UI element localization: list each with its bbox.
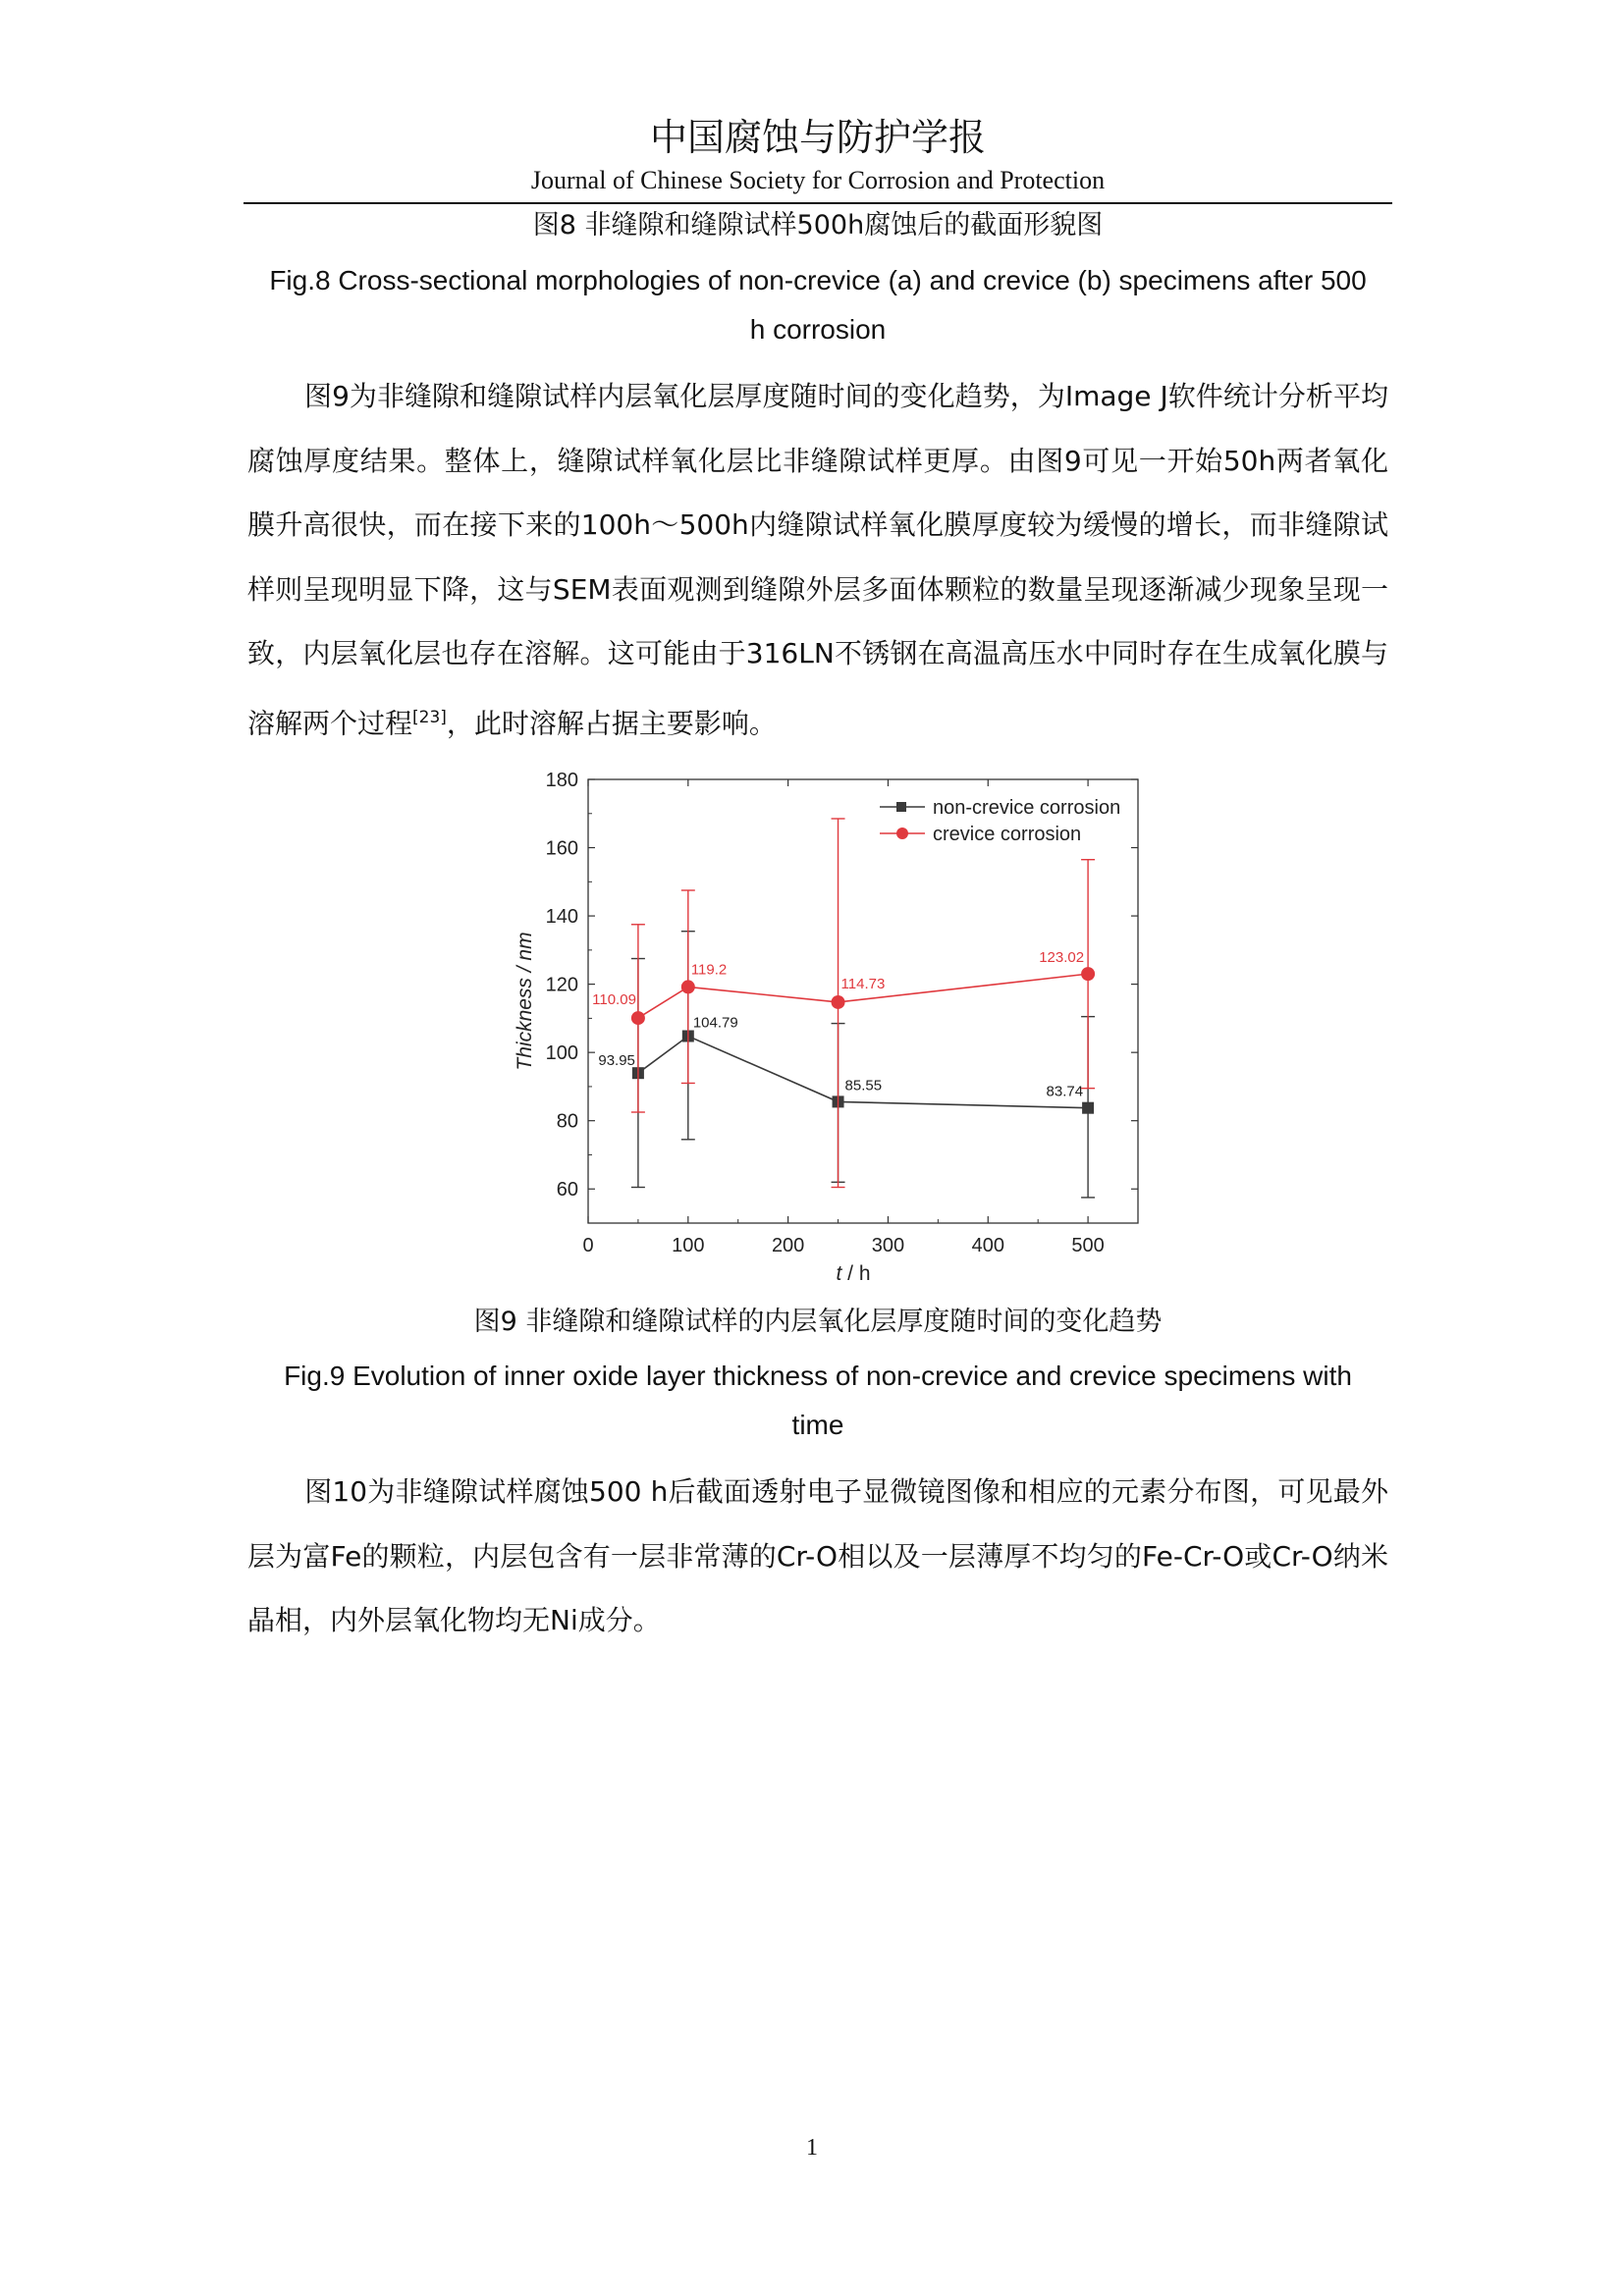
paragraph-text: 图10为非缝隙试样腐蚀500 h后截面透射电子显微镜图像和相应的元素分布图，可见最外层为富Fe的颗粒，内层包含有一层非常薄的Cr-O相以及一层薄厚不均匀的Fe-Cr-O或Cr-O纳米晶相，内外层氧化物均无Ni成分。: [247, 1475, 1388, 1636]
legend-marker: [896, 828, 908, 839]
fig9-caption-en-line2: time: [791, 1410, 844, 1440]
y-tick-label: 100: [545, 1042, 578, 1065]
data-point: [681, 980, 695, 993]
data-label: 123.02: [1039, 949, 1085, 967]
data-point: [832, 995, 845, 1009]
x-tick-label: 200: [771, 1235, 805, 1256]
paragraph-text: 图9为非缝隙和缝隙试样内层氧化层厚度随时间的变化趋势，为Image J软件统计分析平均腐蚀厚度结果。整体上，缝隙试样氧化层比非缝隙试样更厚。由图9可见一开始50h两者氧化膜升高很快，而在接下来的100h～500h内缝隙试样氧化膜厚度较为缓慢的增长，而非缝隙试样则呈现明显下降，这与SEM表面观测到缝隙外层多面体颗粒的数量呈现逐渐减少现象呈现一致，内层氧化层也存在溶解。这可能由于316LN不锈钢在高温高压水中同时存在生成氧化膜与溶解两个过程: [247, 380, 1388, 739]
y-tick-label: 160: [545, 837, 578, 860]
y-tick-label: 80: [556, 1110, 578, 1133]
x-tick-label: 300: [871, 1235, 905, 1256]
y-axis-label: Thickness / nm: [514, 932, 536, 1071]
fig8-caption-en-line1: Fig.8 Cross-sectional morphologies of non-crevice (a) and crevice (b) specimens after 500: [269, 265, 1367, 295]
data-point: [631, 1011, 645, 1025]
fig8-caption-en-line2: h corrosion: [749, 314, 887, 345]
data-label: 83.74: [1046, 1083, 1084, 1100]
page-number: 1: [806, 2135, 818, 2161]
journal-title-en: Journal of Chinese Society for Corrosion and Protection: [530, 166, 1106, 194]
header-rule: [244, 202, 1392, 204]
data-label: 85.55: [844, 1077, 883, 1095]
legend-label: non-crevice corrosion: [933, 797, 1121, 819]
x-axis-label: t / h: [836, 1262, 871, 1284]
paragraph-fig10-discussion: [247, 1460, 1388, 1653]
data-label: 104.79: [692, 1014, 738, 1032]
data-label: 110.09: [592, 991, 636, 1009]
reference-citation: [23]: [412, 707, 447, 727]
data-point: [1081, 967, 1095, 981]
x-tick-label: 400: [971, 1235, 1004, 1256]
data-label: 114.73: [840, 975, 886, 992]
series-line-non-crevice: [638, 1036, 1088, 1107]
fig9-caption-cn: 图9 非缝隙和缝隙试样的内层氧化层厚度随时间的变化趋势: [473, 1307, 1163, 1337]
paragraph-fig9-discussion: [247, 364, 1388, 755]
journal-title-cn: 中国腐蚀与防护学报: [649, 116, 986, 159]
x-tick-label: 100: [672, 1235, 705, 1256]
journal-header: [244, 110, 1392, 196]
y-tick-label: 60: [556, 1179, 578, 1201]
x-tick-label: 0: [582, 1235, 594, 1256]
data-label: 119.2: [690, 961, 728, 979]
fig9-caption-en-line1: Fig.9 Evolution of inner oxide layer thickness of non-crevice and crevice specimens with: [284, 1361, 1352, 1391]
data-point: [1082, 1102, 1094, 1114]
y-tick-label: 180: [545, 770, 578, 791]
fig8-caption-cn: 图8 非缝隙和缝隙试样500h腐蚀后的截面形貌图: [532, 210, 1104, 240]
plot-frame: [588, 779, 1138, 1223]
legend-label: crevice corrosion: [933, 824, 1082, 845]
thickness-chart: [501, 764, 1168, 1284]
x-tick-label: 500: [1071, 1235, 1105, 1256]
legend-marker: [896, 802, 906, 812]
y-tick-label: 140: [545, 906, 578, 929]
y-tick-label: 120: [545, 974, 578, 996]
data-label: 93.95: [598, 1052, 635, 1070]
paragraph-text-end: ，此时溶解占据主要影响。: [446, 706, 777, 739]
